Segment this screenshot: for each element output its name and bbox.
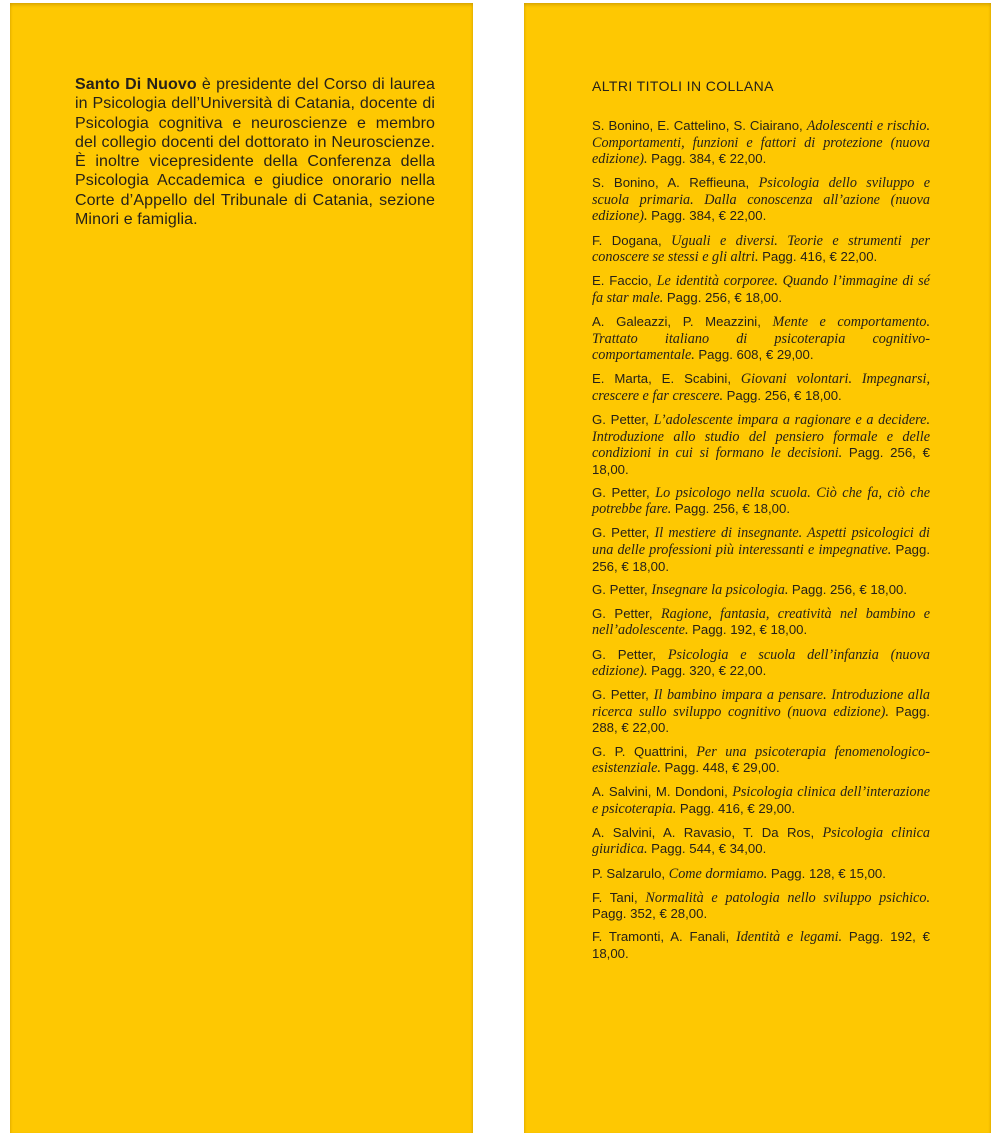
item-authors: G. Petter, bbox=[592, 646, 668, 662]
titles-list bbox=[592, 118, 930, 962]
list-item bbox=[592, 175, 930, 225]
series-heading: ALTRI TITOLI IN COLLANA bbox=[592, 78, 774, 94]
list-item bbox=[592, 687, 930, 736]
item-details: Pagg. 256, € 18,00. bbox=[726, 387, 842, 403]
author-name: Santo Di Nuovo bbox=[75, 76, 197, 93]
item-authors: G. Petter, bbox=[592, 581, 652, 597]
list-item bbox=[592, 606, 930, 639]
item-authors: G. Petter, bbox=[592, 484, 656, 500]
item-title: Uguali e diversi. Teorie e strumenti per conoscere se stessi e gli altri. bbox=[592, 232, 930, 266]
item-details: Pagg. 128, € 15,00. bbox=[770, 865, 886, 881]
item-authors: S. Bonino, E. Cattelino, S. Ciairano, bbox=[592, 118, 807, 133]
item-details: Pagg. 352, € 28,00. bbox=[592, 906, 708, 922]
list-item bbox=[592, 825, 930, 858]
item-title: Adolescenti e rischio. Comportamenti, funzioni e fattori di protezione (nuova edizione). bbox=[592, 118, 930, 168]
list-item bbox=[592, 890, 930, 922]
item-authors: A. Salvini, M. Dondoni, bbox=[592, 784, 733, 800]
list-item bbox=[592, 784, 930, 817]
item-title: Psicologia dello sviluppo e scuola primaria. Dalla conoscenza all’azione (nuova edizione). bbox=[592, 175, 930, 225]
item-details: Pagg. 416, € 22,00. bbox=[762, 249, 878, 265]
item-title: Ragione, fantasia, creatività nel bambino e nell’adolescente. bbox=[592, 605, 930, 639]
item-details: Pagg. 192, € 18,00. bbox=[592, 929, 930, 961]
item-authors: F. Tani, bbox=[592, 889, 646, 905]
item-details: Pagg. 384, € 22,00. bbox=[651, 151, 767, 167]
item-authors: G. Petter, bbox=[592, 411, 654, 427]
item-details: Pagg. 256, € 18,00. bbox=[592, 542, 930, 574]
right-jacket-flap bbox=[524, 3, 991, 1133]
item-details: Pagg. 320, € 22,00. bbox=[651, 663, 767, 679]
item-details: Pagg. 192, € 18,00. bbox=[692, 622, 808, 638]
item-title: Identità e legami. bbox=[735, 929, 849, 946]
item-details: Pagg. 288, € 22,00. bbox=[592, 703, 930, 736]
item-title: Giovani volontari. Impegnarsi, crescere e far crescere. bbox=[592, 371, 930, 404]
list-item bbox=[592, 582, 930, 599]
author-bio-text: è presidente del Corso di laurea in Psicologia dell’Università di Catania, docente di Psicologia cognitiva e neuroscienze e membro del collegio docenti del dottorato in Neuroscienze. È inoltre vicepresidente della Conferenza della Psicologia Accademica e giudice onorario nella Corte d’Appello del Tribunale di Catania, sezione Minori e famiglia. bbox=[75, 76, 436, 229]
list-item bbox=[592, 412, 930, 477]
item-details: Pagg. 256, € 18,00. bbox=[791, 581, 908, 597]
item-title: Il mestiere di insegnante. Aspetti psicologici di una delle professioni più interessanti e impegnative. bbox=[592, 525, 930, 559]
item-title: Psicologia clinica dell’interazione e psicoterapia. bbox=[592, 784, 930, 817]
list-item bbox=[592, 929, 930, 961]
item-title: Lo psicologo nella scuola. Ciò che fa, ciò che potrebbe fare. bbox=[592, 484, 931, 518]
item-authors: A. Salvini, A. Ravasio, T. Da Ros, bbox=[592, 824, 823, 840]
left-jacket-flap bbox=[10, 3, 473, 1133]
list-item bbox=[592, 485, 930, 518]
item-details: Pagg. 416, € 29,00. bbox=[679, 800, 795, 816]
item-authors: S. Bonino, A. Reffieuna, bbox=[592, 175, 759, 191]
item-details: Pagg. 384, € 22,00. bbox=[651, 208, 767, 224]
item-details: Pagg. 256, € 18,00. bbox=[674, 501, 790, 517]
item-details: Pagg. 544, € 34,00. bbox=[651, 841, 767, 857]
author-bio bbox=[75, 75, 435, 229]
list-item bbox=[592, 744, 930, 777]
item-title: Psicologia e scuola dell’infanzia (nuova edizione). bbox=[592, 646, 931, 680]
item-authors: G. Petter, bbox=[592, 525, 655, 541]
item-title: Per una psicoterapia fenomenologico-esistenziale. bbox=[592, 743, 930, 777]
list-item bbox=[592, 273, 930, 306]
list-item bbox=[592, 118, 930, 168]
item-details: Pagg. 608, € 29,00. bbox=[698, 347, 814, 363]
item-details: Pagg. 256, € 18,00. bbox=[592, 445, 930, 477]
item-authors: A. Galeazzi, P. Meazzini, bbox=[592, 313, 773, 329]
item-authors: G. P. Quattrini, bbox=[592, 743, 697, 759]
item-authors: P. Salzarulo, bbox=[592, 865, 669, 881]
item-authors: E. Marta, E. Scabini, bbox=[592, 371, 741, 387]
item-title: Mente e comportamento. Trattato italiano di psicoterapia cognitivo-comportamentale. bbox=[592, 313, 930, 364]
item-authors: F. Tramonti, A. Fanali, bbox=[592, 929, 736, 945]
item-title: Il bambino impara a pensare. Introduzione alla ricerca sullo sviluppo cognitivo (nuova edizione). bbox=[592, 687, 930, 720]
list-item bbox=[592, 525, 930, 574]
item-authors: G. Petter, bbox=[592, 687, 654, 703]
item-authors: G. Petter, bbox=[592, 605, 661, 621]
list-item bbox=[592, 233, 930, 266]
item-title: Le identità corporee. Quando l’immagine di sé fa star male. bbox=[592, 273, 930, 306]
item-title: Normalità e patologia nello sviluppo psichico. bbox=[645, 889, 930, 906]
item-details: Pagg. 256, € 18,00. bbox=[666, 289, 783, 305]
list-item bbox=[592, 314, 930, 364]
item-authors: E. Faccio, bbox=[592, 273, 657, 289]
item-title: L’adolescente impara a ragionare e a decidere. Introduzione allo studio del pensiero formale e delle condizioni in cui si formano le decisioni. bbox=[592, 411, 930, 462]
item-title: Psicologia clinica giuridica. bbox=[592, 824, 930, 858]
list-item bbox=[592, 647, 930, 680]
item-title: Come dormiamo. bbox=[668, 865, 771, 882]
item-title: Insegnare la psicologia. bbox=[651, 581, 792, 598]
item-authors: F. Dogana, bbox=[592, 232, 672, 248]
list-item bbox=[592, 866, 930, 883]
item-details: Pagg. 448, € 29,00. bbox=[664, 760, 780, 776]
list-item bbox=[592, 371, 930, 404]
